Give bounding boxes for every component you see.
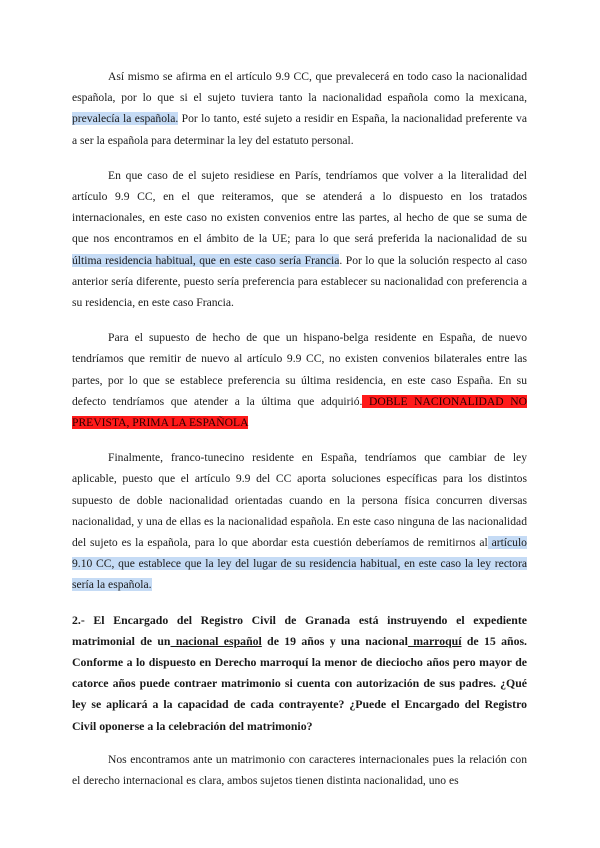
document-page <box>72 66 527 805</box>
highlighted-text: última residencia habitual, que en este caso sería Francia <box>72 253 340 267</box>
paragraph-text: Por lo tanto, esté sujeto a residir en España, la nacionalidad preferente va a ser la española para determinar la ley del estatuto personal. <box>72 112 528 147</box>
paragraph-text: Finalmente, franco-tunecino residente en España, tendríamos que cambiar de ley aplicable, puesto que el artículo 9.9 del CC aporta soluciones específicas para los distintos supuesto de doble nacionalidad orientadas cuando en la persona física concurren diversas nacionalidad, y una de ellas es la nacionalidad española. En este caso ninguna de las nacionalidad del sujeto es la española, para lo que abordar esta cuestión deberíamos de remitirnos al <box>72 451 527 550</box>
paragraph-text: Así mismo se afirma en el artículo 9.9 CC, que prevalecerá en todo caso la nacionalidad española, por lo que si el sujeto tuviera tanto la nacionalidad española como la mexicana, <box>72 70 527 105</box>
paragraph-1 <box>72 66 527 151</box>
paragraph-3 <box>72 327 527 433</box>
question-text: de 19 años y una nacional <box>261 633 408 648</box>
paragraph-text: Para el supuesto de hecho de que un hispano-belga residente en España, de nuevo tendríamos que remitir de nuevo al artículo 9.9 CC, no existen convenios bilaterales entre las partes, por lo que se establece preferencia su última residencia, en este caso España. En su defecto tendríamos que atender a la última que adquirió. <box>72 331 527 408</box>
paragraph-5 <box>72 749 527 791</box>
paragraph-text: Nos encontramos ante un matrimonio con caracteres internacionales pues la relación con el derecho internacional es clara, ambos sujetos tienen distinta nacionalidad, uno es <box>72 752 527 788</box>
red-highlighted-text: DOBLE NACIONALIDAD NO PREVISTA, PRIMA LA ESPAÑOLA <box>72 394 527 430</box>
paragraph-text: En que caso de el sujeto residiese en París, tendríamos que volver a la literalidad del artículo 9.9 CC, en el que reiteramos, que se atenderá a lo dispuesto en los tratados internacionales, en este caso no existen convenios entre las partes, al hecho de que se suma de que nos encontramos en el ámbito de la UE; para lo que será preferida la nacionalidad de su <box>72 168 527 246</box>
underlined-text: marroquí <box>407 633 462 648</box>
question-text: de 15 años. Conforme a lo dispuesto en Derecho marroquí la menor de dieciocho años pero mayor de catorce años puede contraer matrimonio si cuenta con autorización de sus padres. ¿Qué ley se aplicará a la capacidad de cada contrayente? ¿Puede el Encargado del Registro Civil oponerse a la celebración del matrimonio? <box>72 633 528 733</box>
paragraph-2 <box>72 165 527 313</box>
paragraph-4 <box>72 447 527 595</box>
question-heading <box>72 610 527 737</box>
question-text: 2.- El Encargado del Registro Civil de Granada está instruyendo el expediente matrimonial de un <box>72 612 527 648</box>
highlighted-text: prevalecía la española. <box>72 112 179 126</box>
paragraph-text: . Por lo que la solución respecto al caso anterior sería diferente, puesto sería preferencia para establecer su nacionalidad con preferencia a su residencia, en este caso Francia. <box>72 253 527 310</box>
underlined-text: nacional español <box>170 633 262 648</box>
highlighted-text: artículo 9.10 CC, que establece que la ley del lugar de su residencia habitual, en este caso la ley rectora sería la española. <box>72 536 527 592</box>
